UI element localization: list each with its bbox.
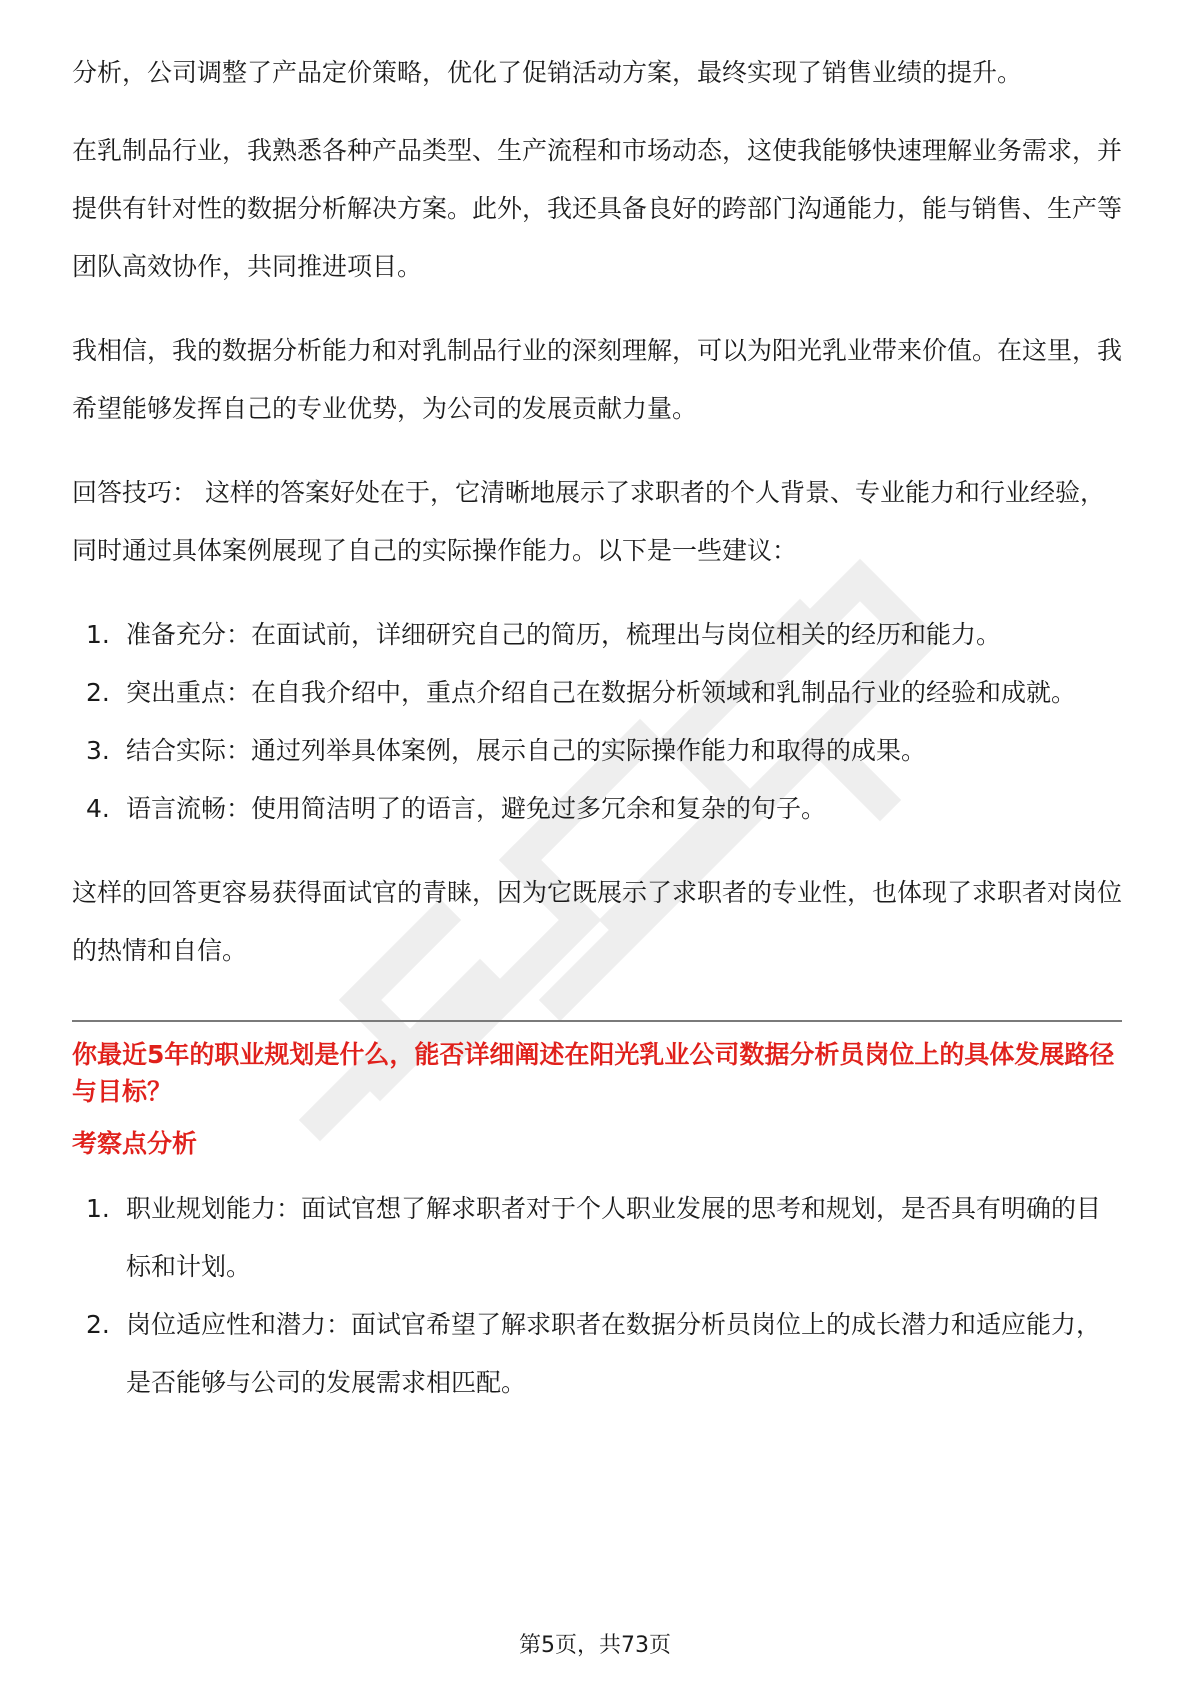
list-item [72,780,1122,838]
list-item [72,664,1122,722]
list-number: 1. [86,1194,110,1223]
list-text: 结合实际：通过列举具体案例，展示自己的实际操作能力和取得的成果。 [126,736,927,765]
list-text: 岗位适应性和潜力：面试官希望了解求职者在数据分析员岗位上的成长潜力和适应能力，是否能够与公司的发展需求相匹配。 [126,1310,1102,1397]
interview-question: 你最近5年的职业规划是什么，能否详细阐述在阳光乳业公司数据分析员岗位上的具体发展路径与目标？ [72,1040,1115,1106]
document-body [72,44,1122,1438]
list-number: 1. [86,620,110,649]
page-footer: 第5页，共73页 [519,1633,671,1658]
tips-list [72,606,1122,838]
paragraph-sales-result: 分析，公司调整了产品定价策略，优化了促销活动方案，最终实现了销售业绩的提升。 [72,58,1023,87]
list-item [72,1180,1122,1296]
list-item [72,606,1122,664]
list-number: 3. [86,736,110,765]
section-heading: 考察点分析 [72,1129,198,1158]
list-number: 2. [86,678,110,707]
list-text: 突出重点：在自我介绍中，重点介绍自己在数据分析领域和乳制品行业的经验和成就。 [126,678,1077,707]
list-number: 2. [86,1310,110,1339]
list-item [72,722,1122,780]
list-text: 准备充分：在面试前，详细研究自己的简历，梳理出与岗位相关的经历和能力。 [126,620,1002,649]
list-text: 语言流畅：使用简洁明了的语言，避免过多冗余和复杂的句子。 [126,794,827,823]
analysis-list [72,1180,1122,1412]
paragraph-value-statement: 我相信，我的数据分析能力和对乳制品行业的深刻理解，可以为阳光乳业带来价值。在这里，我希望能够发挥自己的专业优势，为公司的发展贡献力量。 [72,336,1123,423]
section-divider [72,1020,1122,1022]
paragraph-answer-tips: 回答技巧： 这样的答案好处在于，它清晰地展示了求职者的个人背景、专业能力和行业经验，同时通过具体案例展现了自己的实际操作能力。以下是一些建议： [72,478,1105,565]
list-number: 4. [86,794,110,823]
list-text: 职业规划能力：面试官想了解求职者对于个人职业发展的思考和规划，是否具有明确的目标和计划。 [126,1194,1102,1281]
paragraph-conclusion: 这样的回答更容易获得面试官的青睐，因为它既展示了求职者的专业性，也体现了求职者对岗位的热情和自信。 [72,878,1123,965]
paragraph-industry-experience: 在乳制品行业，我熟悉各种产品类型、生产流程和市场动态，这使我能够快速理解业务需求，并提供有针对性的数据分析解决方案。此外，我还具备良好的跨部门沟通能力，能与销售、生产等团队高效协作，共同推进项目。 [72,136,1123,281]
list-item [72,1296,1122,1412]
